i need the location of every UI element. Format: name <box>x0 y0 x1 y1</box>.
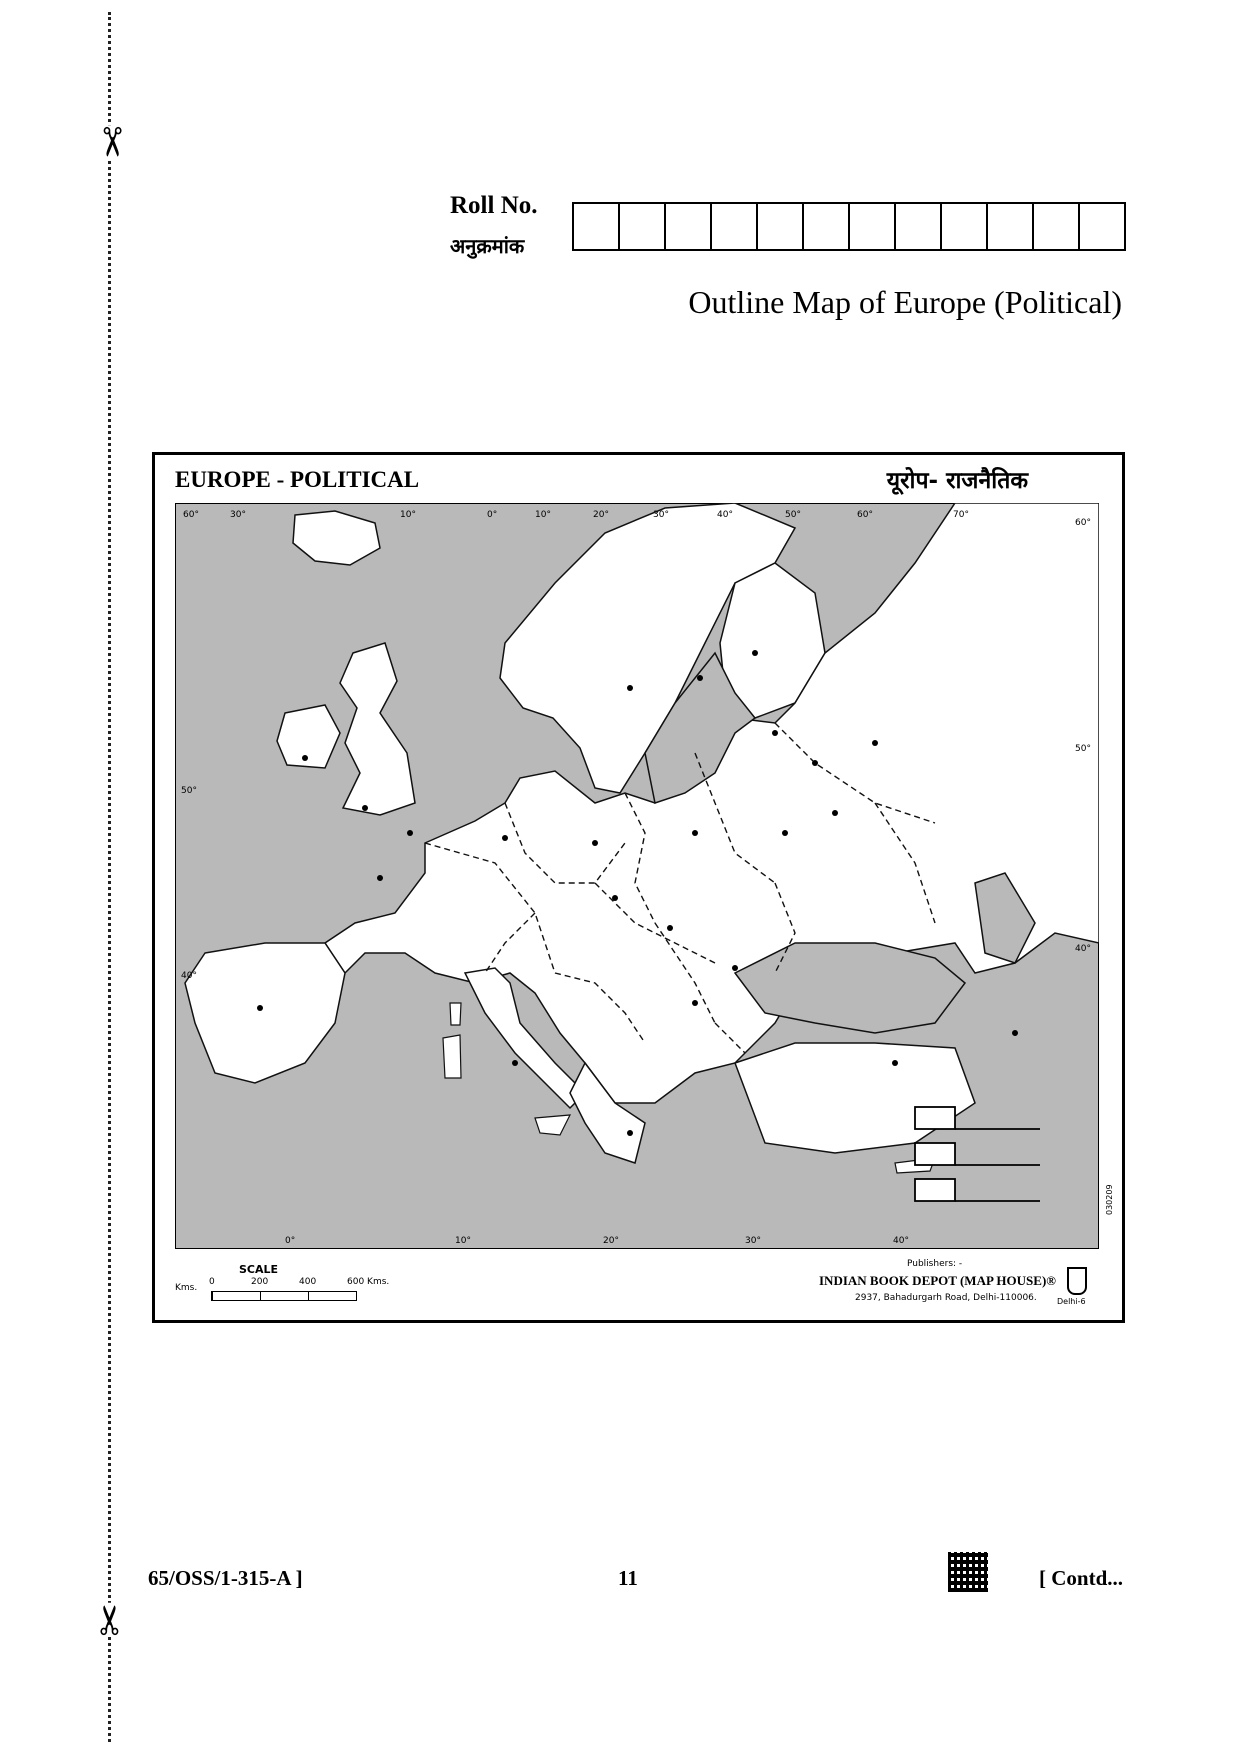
latitude-label: 40° <box>1075 944 1091 954</box>
scissors-icon: ✂ <box>88 125 134 159</box>
longitude-label: 40° <box>893 1236 909 1246</box>
latitude-label: 40° <box>181 971 197 981</box>
paper-code: 65/OSS/1-315-A ] <box>148 1566 303 1590</box>
map-frame <box>152 452 1125 1323</box>
roll-number-digit-box[interactable] <box>1034 204 1080 249</box>
roll-number-digit-box[interactable] <box>666 204 712 249</box>
map-scale <box>175 1263 415 1313</box>
map-code: 030209 <box>1105 1184 1114 1215</box>
longitude-label: 0° <box>285 1236 296 1246</box>
europe-outline-map <box>175 503 1099 1249</box>
map-title-english: EUROPE - POLITICAL <box>175 467 420 492</box>
capital-dot <box>362 805 368 811</box>
capital-dot <box>752 650 758 656</box>
latitude-label: 50° <box>181 786 197 796</box>
longitude-label: 10° <box>400 510 416 520</box>
latitude-label: 50° <box>1075 744 1091 754</box>
roll-number-digit-box[interactable] <box>896 204 942 249</box>
longitude-label: 30° <box>653 510 669 520</box>
page-title: Outline Map of Europe (Political) <box>688 284 1122 320</box>
roll-number-boxes[interactable] <box>572 202 1126 251</box>
longitude-label: 30° <box>745 1236 761 1246</box>
capital-dot <box>872 740 878 746</box>
capital-dot <box>302 755 308 761</box>
roll-number-digit-box[interactable] <box>574 204 620 249</box>
capital-dot <box>512 1060 518 1066</box>
scale-tick: 400 <box>299 1277 317 1287</box>
scale-bar <box>211 1291 357 1301</box>
roll-number-digit-box[interactable] <box>712 204 758 249</box>
publisher-name: INDIAN BOOK DEPOT (MAP HOUSE)® <box>819 1273 1056 1288</box>
roll-number-digit-box[interactable] <box>804 204 850 249</box>
capital-dot <box>257 1005 263 1011</box>
capital-dot <box>667 925 673 931</box>
scale-title: SCALE <box>239 1263 279 1276</box>
publisher-logo <box>1067 1267 1087 1295</box>
capital-dot <box>627 1130 633 1136</box>
capital-dot <box>772 730 778 736</box>
roll-number-label: Roll No. <box>450 192 538 219</box>
longitude-label: 60° <box>183 510 199 520</box>
longitude-label: 20° <box>593 510 609 520</box>
latitude-label: 60° <box>1075 518 1091 528</box>
longitude-label: 50° <box>785 510 801 520</box>
longitude-label: 70° <box>953 510 969 520</box>
roll-number-digit-box[interactable] <box>620 204 666 249</box>
capital-dot <box>697 675 703 681</box>
publisher-address: 2937, Bahadurgarh Road, Delhi-110006. <box>855 1293 1037 1303</box>
publisher-city: Delhi-6 <box>1057 1297 1086 1306</box>
capital-dot <box>377 875 383 881</box>
scale-tick: 200 <box>251 1277 269 1287</box>
scale-tick: 0 <box>209 1277 215 1287</box>
answer-box <box>915 1107 955 1129</box>
scissors-icon: ✂ <box>87 1603 133 1637</box>
map-title-hindi: यूरोप- राजनैतिक <box>886 468 1028 494</box>
cut-line <box>108 12 111 1742</box>
roll-number-digit-box[interactable] <box>988 204 1034 249</box>
page-number: 11 <box>618 1566 638 1590</box>
capital-dot <box>592 840 598 846</box>
capital-dot <box>692 1000 698 1006</box>
roll-number-digit-box[interactable] <box>942 204 988 249</box>
capital-dot <box>812 760 818 766</box>
scale-tick: 600 Kms. <box>347 1277 390 1287</box>
longitude-label: 10° <box>535 510 551 520</box>
roll-number-digit-box[interactable] <box>758 204 804 249</box>
capital-dot <box>627 685 633 691</box>
scale-unit: Kms. <box>175 1283 198 1293</box>
landmass-sardinia <box>443 1035 461 1078</box>
capital-dot <box>892 1060 898 1066</box>
capital-dot <box>1012 1030 1018 1036</box>
roll-number-digit-box[interactable] <box>850 204 896 249</box>
longitude-label: 20° <box>603 1236 619 1246</box>
roll-number-digit-box[interactable] <box>1080 204 1124 249</box>
capital-dot <box>407 830 413 836</box>
longitude-label: 60° <box>857 510 873 520</box>
landmass-corsica <box>450 1003 461 1025</box>
capital-dot <box>502 835 508 841</box>
continued-label: [ Contd... <box>1038 1566 1123 1590</box>
longitude-label: 40° <box>717 510 733 520</box>
roll-number-label-hindi: अनुक्रमांक <box>450 234 525 258</box>
qr-code <box>948 1552 988 1592</box>
capital-dot <box>832 810 838 816</box>
capital-dot <box>692 830 698 836</box>
capital-dot <box>612 895 618 901</box>
capital-dot <box>782 830 788 836</box>
answer-box <box>915 1179 955 1201</box>
capital-dot <box>732 965 738 971</box>
publisher-label: Publishers: - <box>907 1259 963 1269</box>
longitude-label: 10° <box>455 1236 471 1246</box>
longitude-label: 30° <box>230 510 246 520</box>
longitude-label: 0° <box>487 510 498 520</box>
answer-box <box>915 1143 955 1165</box>
